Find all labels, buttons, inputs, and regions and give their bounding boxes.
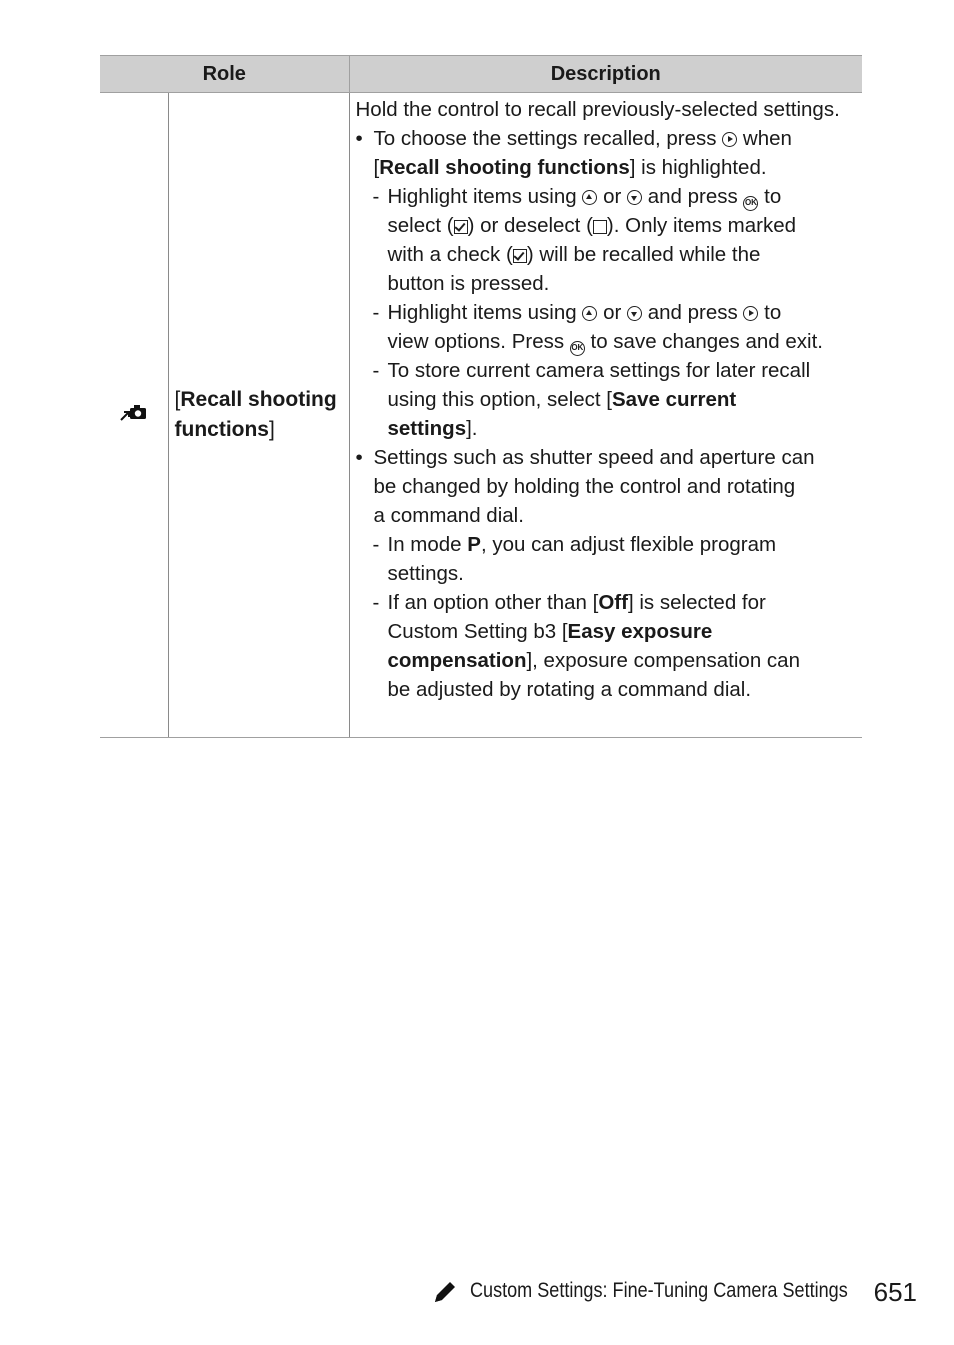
multi-selector-down-icon [627,190,642,205]
header-description: Description [349,56,862,93]
list-item: • Settings such as shutter speed and aperture can be changed by holding the control and rotating a command dial. [356,443,859,530]
role-description-table [100,55,862,738]
checked-box-icon [513,249,527,263]
section-title: Custom Settings: Fine-Tuning Camera Settings [470,1279,848,1302]
checked-box-icon [454,220,468,234]
pencil-icon [432,1279,458,1310]
page-footer [432,1277,917,1313]
table-row [100,93,862,738]
empty-box-icon [593,220,607,234]
ok-button-icon: OK [570,341,585,356]
list-item: - If an option other than [Off] is selected for Custom Setting b3 [Easy exposure compensation], exposure compensation can be adjusted by rotating a command dial. [356,588,859,704]
role-name: Recall shooting functions [174,388,337,441]
intro-text: Hold the control to recall previously-selected settings. [355,98,840,121]
table-header-row [100,56,862,93]
list-item: - Highlight items using or and press OK to select ( ) or deselect ( ). Only items marked with a check ( ) will be recalled while the button is pressed. [356,182,859,298]
role-icon-cell [100,93,168,738]
multi-selector-up-icon [582,306,597,321]
list-item: - Highlight items using or and press to view options. Press OK to save changes and exit. [356,298,859,356]
page-number: 651 [873,1277,917,1307]
role-name-cell: [Recall shooting functions] [168,93,349,738]
multi-selector-right-icon [722,132,737,147]
list-item: - To store current camera settings for later recall using this option, select [Save current settings]. [356,356,859,443]
multi-selector-up-icon [582,190,597,205]
list-item: - In mode P, you can adjust flexible program settings. [356,530,859,588]
ok-button-icon: OK [743,196,758,211]
multi-selector-down-icon [627,306,642,321]
recall-camera-icon [119,411,149,428]
list-item: • To choose the settings recalled, press when [Recall shooting functions] is highlighted. [356,124,859,182]
header-role: Role [100,56,349,93]
description-cell [349,93,862,738]
multi-selector-right-icon [743,306,758,321]
